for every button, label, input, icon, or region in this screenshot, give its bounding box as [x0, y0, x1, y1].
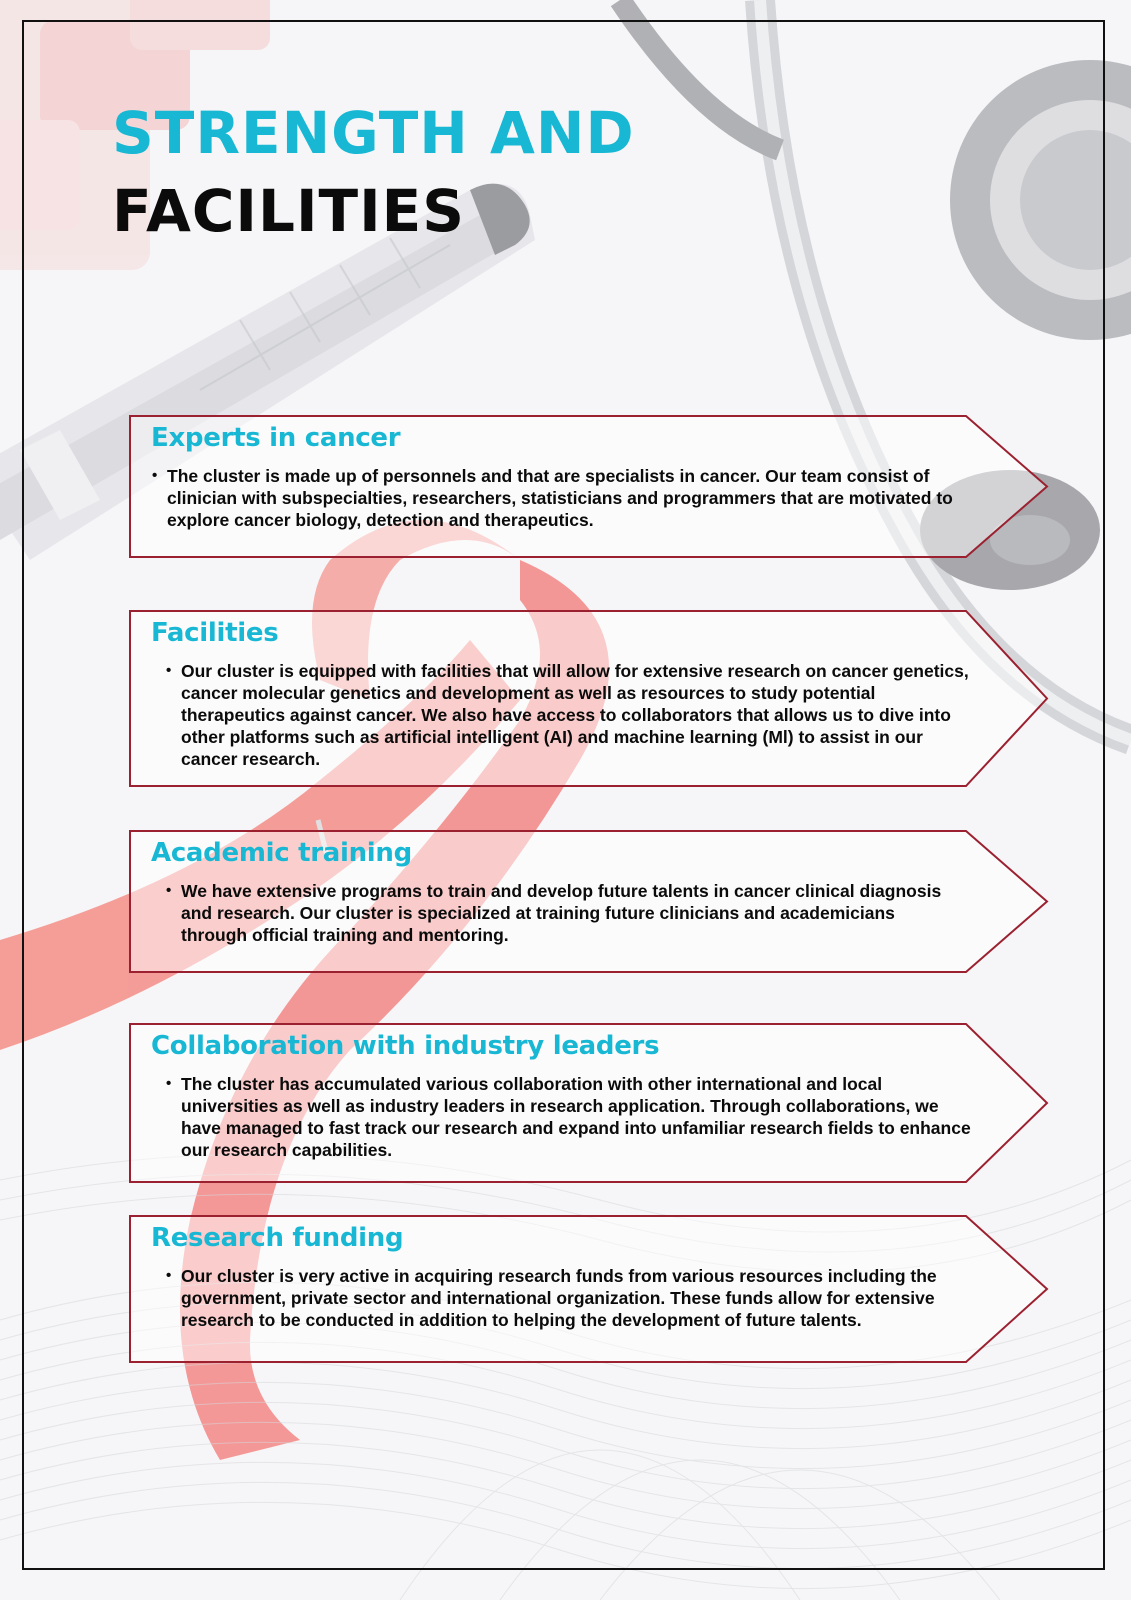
section-bullet-list: [163, 660, 981, 770]
section-bullet-list: [163, 880, 961, 946]
section-heading: Facilities: [151, 618, 279, 648]
section-bullet-text: • Our cluster is very active in acquiring research funds from various resources including the government, private sector and international organization. These funds allow for extensive research to be conducted in addition to helping the development of future talents.: [181, 1265, 981, 1331]
section-bullet-text: • The cluster has accumulated various collaboration with other international and local universities as well as industry leaders in research application. Through collaborations, we have managed to fast track our research and expand into unfamiliar research fields to enhance our research capabilities.: [181, 1073, 981, 1161]
section-card-experts: [129, 415, 1049, 558]
section-bullet-text: • Our cluster is equipped with facilities that will allow for extensive research on cancer genetics, cancer molecular genetics and development as well as resources to study potential therapeutics against cancer. We also have access to collaborators that allows us to dive into other platforms such as artificial intelligent (AI) and machine learning (Ml) to assist in our cancer research.: [181, 660, 981, 770]
section-bullet-list: [163, 1265, 981, 1331]
section-card-facilities: [129, 610, 1049, 787]
section-heading: Collaboration with industry leaders: [151, 1031, 660, 1061]
section-heading: Research funding: [151, 1223, 404, 1253]
section-card-academic-training: [129, 830, 1049, 973]
section-heading: Experts in cancer: [151, 423, 401, 453]
section-bullet-list: [163, 1073, 981, 1161]
page-title-line-2: FACILITIES: [112, 177, 466, 245]
section-bullet-list: [149, 465, 987, 531]
section-card-collaboration: [129, 1023, 1049, 1183]
section-card-research-funding: [129, 1215, 1049, 1363]
section-bullet-text: • We have extensive programs to train and develop future talents in cancer clinical diagnosis and research. Our cluster is specialized at training future clinicians and academicians through official training and mentoring.: [181, 880, 961, 946]
section-heading: Academic training: [151, 838, 412, 868]
section-bullet-text: • The cluster is made up of personnels and that are specialists in cancer. Our team consist of clinician with subspecialties, researchers, statisticians and programmers that are motivated to explore cancer biology, detection and therapeutics.: [167, 465, 987, 531]
page-title-line-1: STRENGTH AND: [112, 99, 635, 167]
